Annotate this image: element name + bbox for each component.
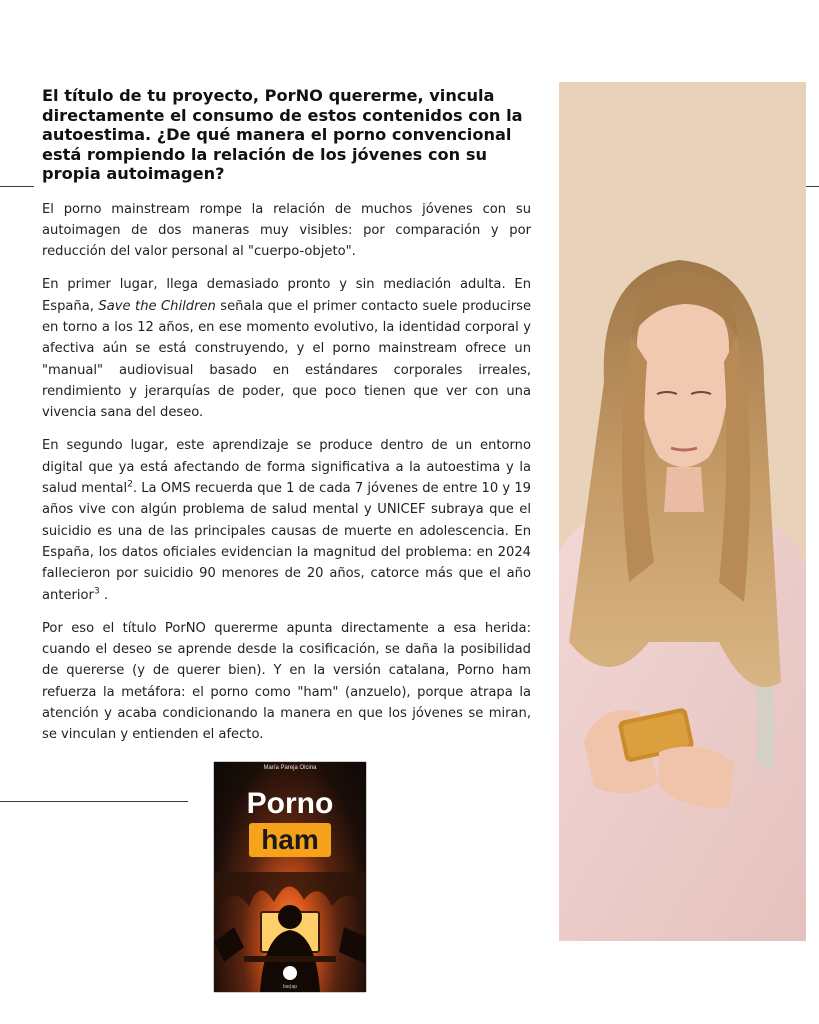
divider-left-bottom [0, 801, 188, 802]
book-title-line2: ham [249, 823, 331, 857]
p2-text-end: señala que el primer contacto suele producirse en torno a los 12 años, en ese momento evolutivo, la identidad corporal y afectiva aún se está construyendo, y el porno mainstream ofrece un "manual" audiovisual basado en estándares corporales irreales, rendimiento y jerarquías de poder, que poco tienen que ver con una vivencia sana del deseo. [42, 298, 532, 421]
footnote-ref-3: 3 [93, 586, 100, 597]
p2-text-start: En primer lugar, llega demasiado pronto y sin mediación adulta. En España, [42, 277, 531, 314]
p3-text-end: . [99, 587, 108, 603]
book-publisher: bar|ap [282, 984, 298, 990]
answer-paragraph-3 [42, 435, 531, 605]
book-author: María Pareja Olcina [263, 765, 317, 771]
footnote-ref-2: 2 [127, 479, 133, 490]
teen-phone-photo [559, 82, 806, 941]
interview-question: El título de tu proyecto, PorNO quererme, vincula directamente el consumo de estos contenidos con la autoestima. ¿De qué manera el porno convencional está rompiendo la relación de los jóvenes con su propia autoimagen? [42, 86, 523, 183]
photo-illustration [559, 82, 806, 941]
answer-paragraph-1: El porno mainstream rompe la relación de muchos jóvenes con su autoimagen de dos maneras muy visibles: por comparación y por reducción del valor personal al "cuerpo-objeto". [42, 201, 531, 260]
divider-left-top [0, 186, 34, 187]
p3-text-middle: . La OMS recuerda que 1 de cada 7 jóvenes de entre 10 y 19 años vive con algún problema de salud mental y UNICEF subraya que el suicidio es una de las principales causas de muerte en adolescencia. En España, los datos oficiales evidencian la magnitud del problema: en 2024 fallecieron por suicidio 90 menores de 20 años, catorce más que el año anterior [42, 481, 531, 603]
save-the-children-mention: Save the Children [98, 298, 216, 314]
answer-paragraph-2 [42, 274, 531, 423]
answer-paragraph-4: Por eso el título PorNO quererme apunta directamente a esa herida: cuando el deseo se aprende desde la cosificación, se daña la posibilidad de quererse (y de querer bien). Y en la versión catalana, Porno ham refuerza la metáfora: el porno como "ham" (anzuelo), porque atrapa la atención y acaba condicionando la manera en que los jóvenes se miran, se vinculan y entienden el afecto. [42, 620, 531, 743]
p3-text-start: En segundo lugar, este aprendizaje se produce dentro de un entorno digital que ya está afectando de forma significativa a la autoestima y la salud mental [42, 438, 531, 497]
article-body [42, 86, 531, 758]
book-title-line1: Porno [246, 787, 334, 820]
publisher-logo-icon [283, 966, 297, 980]
book-cover [214, 762, 366, 992]
